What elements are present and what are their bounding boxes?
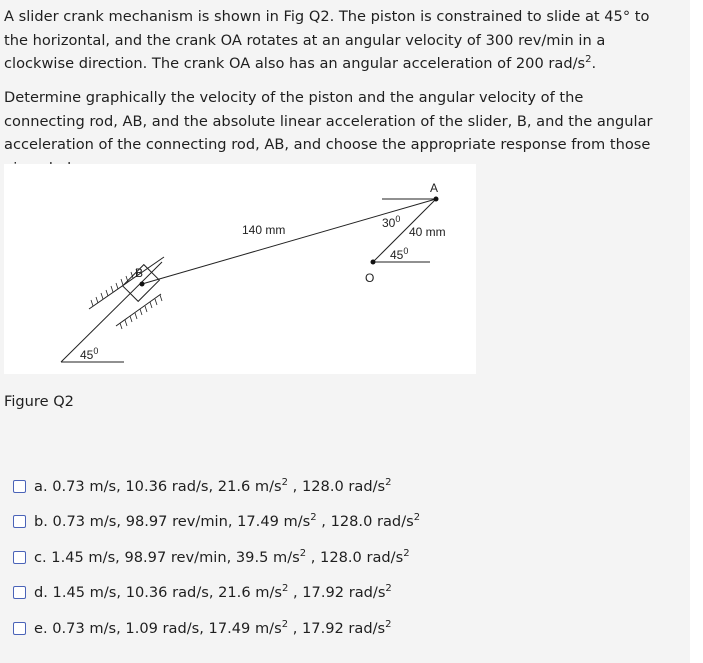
connecting-rod-ab (142, 199, 436, 284)
joint-a (434, 197, 439, 202)
joint-b (140, 282, 145, 287)
option-d-checkbox[interactable] (13, 586, 26, 599)
option-a-text: a. 0.73 m/s, 10.36 rad/s, 21.6 $m/s^2$ , 128.0 rad/$s^2$ (34, 476, 392, 495)
label-a: A (430, 181, 439, 195)
slider-rail-upper (89, 257, 164, 309)
question-paragraph-1: A slider crank mechanism is shown in Fig Q2. The piston is constrained to slide at 45° to the horizontal, and the crank OA rotates at an angular velocity of 300 rev/min in a clockwise direction. The crank OA also has an angular acceleration of 200 rad/$s^2$. (4, 8, 650, 72)
question-paragraph-2: Determine graphically the velocity of the piston and the angular velocity of the connecting rod, AB, and the absolute linear acceleration of the slider, B, and the angular acceleration of the connecting rod, AB, and choose the appropriate response from those (4, 89, 653, 153)
figure-q2 (4, 164, 476, 374)
option-e-text: e. 0.73 m/s, 1.09 rad/s, 17.49 $m/s^2$ , 17.92 rad/$s^2$ (34, 618, 392, 637)
mechanism-diagram (4, 164, 476, 374)
option-c[interactable] (13, 545, 433, 569)
joint-o (371, 260, 376, 265)
figure-caption: Figure Q2 (4, 393, 74, 410)
option-a[interactable] (13, 474, 433, 498)
option-b[interactable] (13, 509, 433, 533)
label-crank-length: 40 mm (409, 225, 446, 239)
option-c-text: c. 1.45 m/s, 98.97 rev/min, 39.5 $m/s^2$ , 128.0 rad/$s^2$ (34, 547, 410, 566)
option-b-text: b. 0.73 m/s, 98.97 rev/min, 17.49 $m/s^2$ , 128.0 rad/$s^2$ (34, 511, 421, 530)
label-angle-crank: $45^0$ (390, 246, 409, 262)
label-rod-length: 140 mm (242, 223, 286, 237)
option-e-checkbox[interactable] (13, 622, 26, 635)
hatching-lower (120, 295, 162, 329)
slider-rail-lower (116, 294, 161, 326)
label-o: O (365, 271, 375, 285)
option-c-checkbox[interactable] (13, 551, 26, 564)
option-e[interactable] (13, 616, 433, 640)
label-angle-top: $30^0$ (382, 214, 401, 230)
option-d[interactable] (13, 580, 433, 604)
label-angle-slider: $45^0$ (80, 346, 99, 362)
hatching-upper (91, 269, 138, 306)
option-d-text: d. 1.45 m/s, 10.36 rad/s, 21.6 $m/s^2$ , 17.92 rad/$s^2$ (34, 582, 392, 601)
option-b-checkbox[interactable] (13, 515, 26, 528)
label-b: B (135, 266, 144, 280)
option-a-checkbox[interactable] (13, 480, 26, 493)
